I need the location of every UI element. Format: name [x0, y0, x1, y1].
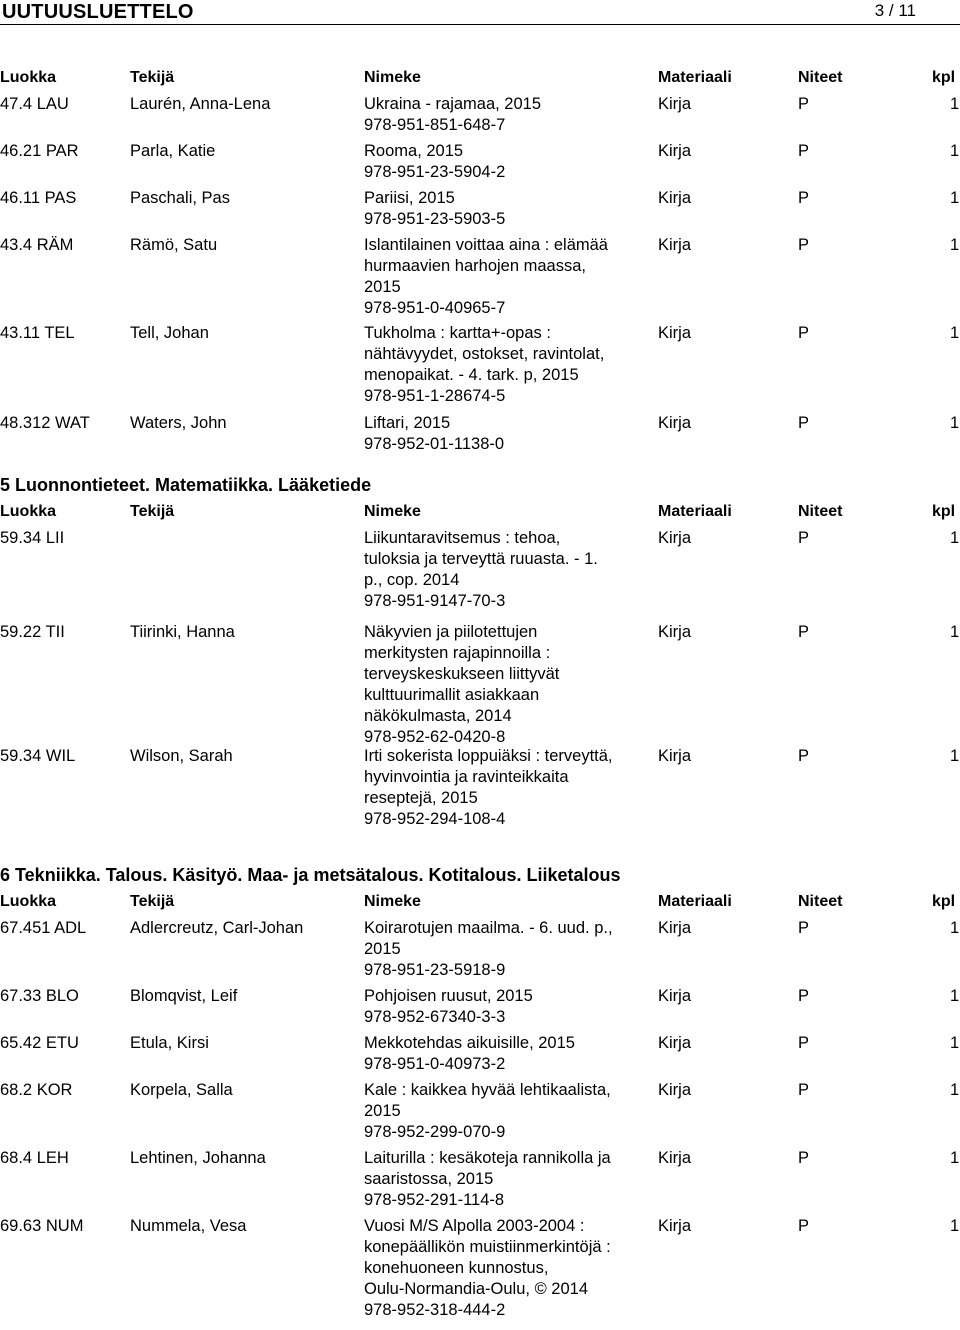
material: Kirja [658, 414, 692, 432]
material: Kirja [658, 142, 692, 160]
material: Kirja [658, 95, 692, 113]
class-code: 59.34 LII [0, 529, 65, 547]
title-cell [364, 528, 654, 612]
author: Tiirinki, Hanna [130, 623, 235, 641]
material: Kirja [658, 1149, 692, 1167]
copies: P [798, 987, 810, 1005]
title-line: menopaikat. - 4. tark. p, 2015 [364, 366, 579, 384]
column-header-materiaali: Materiaali [658, 503, 732, 520]
title-line: Mekkotehdas aikuisille, 2015 [364, 1034, 575, 1052]
title-line: konepäällikön muistiinmerkintöjä : [364, 1238, 611, 1256]
title-line: 978-952-67340-3-3 [364, 1008, 506, 1026]
column-header-kpl: kpl [932, 69, 956, 86]
title-line: 978-951-9147-70-3 [364, 592, 506, 610]
title-line: 978-952-01-1138-0 [364, 435, 505, 453]
table-row [0, 1080, 960, 1148]
title-line: p., cop. 2014 [364, 571, 460, 589]
catalog-section [0, 862, 960, 1319]
copies: P [798, 623, 810, 641]
material: Kirja [658, 236, 692, 254]
title-cell [364, 141, 654, 183]
title-line: 978-952-62-0420-8 [364, 728, 506, 746]
column-header-row [0, 888, 960, 918]
material: Kirja [658, 919, 692, 937]
title-line: Liikuntaravitsemus : tehoa, [364, 529, 561, 547]
quantity: 1 [950, 987, 960, 1005]
title-line: tuloksia ja terveyttä ruuasta. - 1. [364, 550, 598, 568]
quantity: 1 [950, 919, 960, 937]
material: Kirja [658, 623, 692, 641]
title-line: Laiturilla : kesäkoteja rannikolla ja [364, 1149, 611, 1167]
author: Etula, Kirsi [130, 1034, 209, 1052]
author: Blomqvist, Leif [130, 987, 238, 1005]
class-code: 46.21 PAR [0, 142, 79, 160]
page-number: 3 / 11 [874, 1, 916, 20]
header-divider [0, 24, 960, 25]
quantity: 1 [950, 142, 960, 160]
quantity: 1 [950, 324, 960, 342]
title-cell [364, 1033, 654, 1075]
quantity: 1 [950, 1081, 960, 1099]
catalog-section [0, 64, 960, 458]
class-code: 47.4 LAU [0, 95, 69, 113]
author: Rämö, Satu [130, 236, 218, 254]
class-code: 59.22 TII [0, 623, 65, 641]
author: Tell, Johan [130, 324, 209, 342]
column-header-row [0, 498, 960, 528]
title-line: Islantilainen voittaa aina : elämää [364, 236, 608, 254]
author: Korpela, Salla [130, 1081, 233, 1099]
quantity: 1 [950, 95, 960, 113]
author: Waters, John [130, 414, 227, 432]
title-line: 978-952-318-444-2 [364, 1301, 506, 1319]
table-row [0, 1033, 960, 1080]
column-header-materiaali: Materiaali [658, 69, 732, 86]
quantity: 1 [950, 623, 960, 641]
title-line: Tukholma : kartta+-opas : [364, 324, 551, 342]
class-code: 67.451 ADL [0, 919, 87, 937]
class-code: 46.11 PAS [0, 189, 77, 207]
copies: P [798, 142, 810, 160]
title-line: reseptejä, 2015 [364, 789, 478, 807]
title-line: Koirarotujen maailma. - 6. uud. p., [364, 919, 613, 937]
class-code: 48.312 WAT [0, 414, 90, 432]
column-header-luokka: Luokka [0, 69, 57, 86]
title-line: kulttuurimallit asiakkaan [364, 686, 540, 704]
table-row [0, 918, 960, 986]
title-line: Kale : kaikkea hyvää lehtikaalista, [364, 1081, 611, 1099]
title-cell [364, 918, 654, 981]
title-cell [364, 1080, 654, 1143]
author: Parla, Katie [130, 142, 216, 160]
title-cell [364, 188, 654, 230]
title-line: Näkyvien ja piilotettujen [364, 623, 538, 641]
page-header [0, 0, 960, 26]
quantity: 1 [950, 747, 960, 765]
copies: P [798, 189, 810, 207]
quantity: 1 [950, 236, 960, 254]
material: Kirja [658, 1081, 692, 1099]
title-line: 2015 [364, 940, 401, 958]
class-code: 59.34 WIL [0, 747, 76, 765]
title-line: 978-952-291-114-8 [364, 1191, 505, 1209]
title-cell [364, 746, 654, 830]
table-row [0, 986, 960, 1033]
column-header-tekija: Tekijä [130, 503, 175, 520]
copies: P [798, 324, 810, 342]
title-line: 978-951-23-5918-9 [364, 961, 506, 979]
title-line: nähtävyydet, ostokset, ravintolat, [364, 345, 605, 363]
title-cell [364, 986, 654, 1028]
column-header-tekija: Tekijä [130, 69, 175, 86]
copies: P [798, 236, 810, 254]
title-line: 978-952-299-070-9 [364, 1123, 506, 1141]
title-line: Ukraina - rajamaa, 2015 [364, 95, 542, 113]
title-line: Rooma, 2015 [364, 142, 464, 160]
quantity: 1 [950, 1149, 960, 1167]
copies: P [798, 95, 810, 113]
document-title: UUTUUSLUETTELO [2, 1, 194, 23]
title-line: merkitysten rajapinnoilla : [364, 644, 551, 662]
class-code: 67.33 BLO [0, 987, 79, 1005]
title-line: Pohjoisen ruusut, 2015 [364, 987, 533, 1005]
table-row [0, 94, 960, 141]
class-code: 43.4 RÄM [0, 236, 74, 254]
title-line: Oulu-Normandia-Oulu, © 2014 [364, 1280, 589, 1298]
material: Kirja [658, 324, 692, 342]
title-line: saaristossa, 2015 [364, 1170, 494, 1188]
title-line: näkökulmasta, 2014 [364, 707, 512, 725]
author: Laurén, Anna-Lena [130, 95, 271, 113]
title-line: 978-951-23-5903-5 [364, 210, 506, 228]
title-line: terveyskeskukseen liittyvät [364, 665, 560, 683]
author: Nummela, Vesa [130, 1217, 247, 1235]
material: Kirja [658, 747, 692, 765]
quantity: 1 [950, 414, 960, 432]
table-row [0, 1148, 960, 1216]
table-row [0, 746, 960, 851]
table-row [0, 141, 960, 188]
title-cell [364, 413, 654, 455]
table-row [0, 323, 960, 413]
copies: P [798, 747, 810, 765]
title-line: 978-951-851-648-7 [364, 116, 506, 134]
column-header-luokka: Luokka [0, 503, 57, 520]
title-cell [364, 622, 654, 748]
title-line: 978-951-1-28674-5 [364, 387, 506, 405]
table-row [0, 622, 960, 746]
copies: P [798, 414, 810, 432]
title-cell [364, 1148, 654, 1211]
material: Kirja [658, 1217, 692, 1235]
table-row [0, 1216, 960, 1319]
copies: P [798, 919, 810, 937]
title-line: 978-951-23-5904-2 [364, 163, 506, 181]
author: Wilson, Sarah [130, 747, 233, 765]
class-code: 68.4 LEH [0, 1149, 69, 1167]
material: Kirja [658, 1034, 692, 1052]
copies: P [798, 1034, 810, 1052]
section-heading: 5 Luonnontieteet. Matematiikka. Lääketiede [0, 475, 372, 495]
column-header-niteet: Niteet [798, 503, 843, 520]
title-line: Liftari, 2015 [364, 414, 451, 432]
title-line: Irti sokerista loppuiäksi : terveyttä, [364, 747, 613, 765]
column-header-niteet: Niteet [798, 69, 843, 86]
material: Kirja [658, 529, 692, 547]
title-line: Vuosi M/S Alpolla 2003-2004 : [364, 1217, 585, 1235]
quantity: 1 [950, 189, 960, 207]
title-line: 978-952-294-108-4 [364, 810, 506, 828]
column-header-luokka: Luokka [0, 893, 57, 910]
copies: P [798, 529, 810, 547]
title-line: Pariisi, 2015 [364, 189, 455, 207]
column-header-kpl: kpl [932, 503, 956, 520]
class-code: 43.11 TEL [0, 324, 75, 342]
catalog-section [0, 472, 960, 851]
column-header-nimeke: Nimeke [364, 503, 421, 520]
material: Kirja [658, 987, 692, 1005]
title-line: hyvinvointia ja ravinteikkaita [364, 768, 569, 786]
class-code: 69.63 NUM [0, 1217, 84, 1235]
author: Adlercreutz, Carl-Johan [130, 919, 304, 937]
column-header-materiaali: Materiaali [658, 893, 732, 910]
title-line: 2015 [364, 278, 401, 296]
title-line: 978-951-0-40973-2 [364, 1055, 506, 1073]
table-row [0, 235, 960, 323]
copies: P [798, 1217, 810, 1235]
title-cell [364, 94, 654, 136]
column-header-row [0, 64, 960, 94]
column-header-tekija: Tekijä [130, 893, 175, 910]
class-code: 68.2 KOR [0, 1081, 73, 1099]
section-heading: 6 Tekniikka. Talous. Käsityö. Maa- ja metsätalous. Kotitalous. Liiketalous [0, 865, 621, 885]
title-line: 2015 [364, 1102, 401, 1120]
author: Paschali, Pas [130, 189, 230, 207]
table-row [0, 188, 960, 235]
table-row [0, 413, 960, 458]
column-header-niteet: Niteet [798, 893, 843, 910]
quantity: 1 [950, 1034, 960, 1052]
column-header-nimeke: Nimeke [364, 893, 421, 910]
material: Kirja [658, 189, 692, 207]
quantity: 1 [950, 529, 960, 547]
title-line: konehuoneen kunnostus, [364, 1259, 549, 1277]
column-header-kpl: kpl [932, 893, 956, 910]
title-line: 978-951-0-40965-7 [364, 299, 506, 317]
title-cell [364, 235, 654, 319]
class-code: 65.42 ETU [0, 1034, 79, 1052]
title-cell [364, 323, 654, 407]
table-row [0, 528, 960, 622]
copies: P [798, 1081, 810, 1099]
column-header-nimeke: Nimeke [364, 69, 421, 86]
quantity: 1 [950, 1217, 960, 1235]
author: Lehtinen, Johanna [130, 1149, 266, 1167]
title-cell [364, 1216, 654, 1321]
copies: P [798, 1149, 810, 1167]
title-line: hurmaavien harhojen maassa, [364, 257, 586, 275]
